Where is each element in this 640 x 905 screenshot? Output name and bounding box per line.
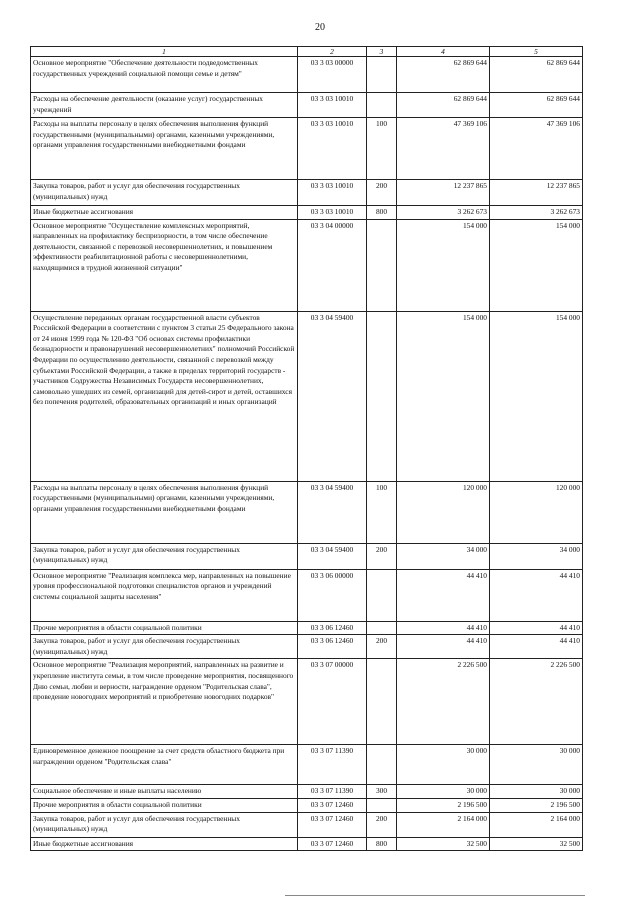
- row-name-cell: Прочие мероприятия в области социальной политики: [31, 621, 298, 635]
- column-header-2: 2: [298, 47, 367, 57]
- row-name-cell: Иные бюджетные ассигнования: [31, 206, 298, 220]
- row-sum-2-cell: 2 164 000: [490, 812, 583, 837]
- row-type-cell: [367, 659, 397, 745]
- table-row: [31, 311, 583, 481]
- row-type-cell: 300: [367, 785, 397, 799]
- budget-table: [30, 46, 583, 851]
- table-row: [31, 837, 583, 851]
- row-sum-2-cell: 12 237 865: [490, 180, 583, 206]
- table-row: [31, 798, 583, 812]
- row-code-cell: 03 3 04 59400: [298, 543, 367, 569]
- row-sum-2-cell: 44 410: [490, 569, 583, 621]
- row-sum-1-cell: 2 164 000: [397, 812, 490, 837]
- row-sum-1-cell: 34 000: [397, 543, 490, 569]
- row-name-cell: Иные бюджетные ассигнования: [31, 837, 298, 851]
- row-sum-1-cell: 12 237 865: [397, 180, 490, 206]
- row-name-cell: Основное мероприятие "Обеспечение деятельности подведомственных государственных учреждений социальной помощи семье и детям": [31, 57, 298, 93]
- row-sum-1-cell: 44 410: [397, 635, 490, 659]
- table-row: [31, 745, 583, 785]
- row-name-cell: Расходы на выплаты персоналу в целях обеспечения выполнения функций государственными (муниципальными) органами, казенными учреждениями, органами управления государственными внебюджетными фондами: [31, 118, 298, 180]
- row-sum-2-cell: 2 226 500: [490, 659, 583, 745]
- row-type-cell: [367, 569, 397, 621]
- table-row: [31, 118, 583, 180]
- row-code-cell: 03 3 07 11390: [298, 745, 367, 785]
- row-code-cell: 03 3 03 10010: [298, 118, 367, 180]
- column-header-1: 1: [31, 47, 298, 57]
- row-sum-1-cell: 154 000: [397, 311, 490, 481]
- row-name-cell: Закупка товаров, работ и услуг для обеспечения государственных (муниципальных) нужд: [31, 543, 298, 569]
- row-name-cell: Основное мероприятие "Реализация мероприятий, направленных на развитие и укрепление института семьи, в том числе проведение мероприятия, посвященного Дню семьи, любви и верности, награждение орденом "Родительская слава", проведение новогодних мероприятий и приобретение новогодних подарков": [31, 659, 298, 745]
- row-type-cell: [367, 745, 397, 785]
- row-code-cell: 03 3 07 11390: [298, 785, 367, 799]
- row-sum-2-cell: 2 196 500: [490, 798, 583, 812]
- row-sum-2-cell: 120 000: [490, 481, 583, 543]
- row-type-cell: [367, 798, 397, 812]
- row-name-cell: Единовременное денежное поощрение за счет средств областного бюджета при награждении орденом "Родительская слава": [31, 745, 298, 785]
- row-type-cell: 200: [367, 812, 397, 837]
- row-type-cell: [367, 219, 397, 311]
- row-sum-1-cell: 62 869 644: [397, 93, 490, 118]
- row-code-cell: 03 3 06 00000: [298, 569, 367, 621]
- row-type-cell: 200: [367, 180, 397, 206]
- row-name-cell: Расходы на выплаты персоналу в целях обеспечения выполнения функций государственными (муниципальными) органами, казенными учреждениями, органами управления государственными внебюджетными фондами: [31, 481, 298, 543]
- row-type-cell: [367, 311, 397, 481]
- row-sum-2-cell: 32 500: [490, 837, 583, 851]
- row-code-cell: 03 3 03 10010: [298, 206, 367, 220]
- table-row: [31, 543, 583, 569]
- row-sum-2-cell: 3 262 673: [490, 206, 583, 220]
- page-number: 20: [315, 22, 325, 33]
- row-code-cell: 03 3 03 00000: [298, 57, 367, 93]
- table-row: [31, 621, 583, 635]
- column-header-5: 5: [490, 47, 583, 57]
- row-sum-1-cell: 154 000: [397, 219, 490, 311]
- table-row: [31, 659, 583, 745]
- row-code-cell: 03 3 07 12460: [298, 798, 367, 812]
- table-row: [31, 785, 583, 799]
- row-name-cell: Закупка товаров, работ и услуг для обеспечения государственных (муниципальных) нужд: [31, 180, 298, 206]
- row-type-cell: 200: [367, 635, 397, 659]
- table-header-row: [31, 47, 583, 57]
- row-sum-2-cell: 62 869 644: [490, 57, 583, 93]
- row-code-cell: 03 3 04 59400: [298, 481, 367, 543]
- row-sum-1-cell: 2 226 500: [397, 659, 490, 745]
- table-row: [31, 180, 583, 206]
- table-row: [31, 569, 583, 621]
- row-sum-2-cell: 34 000: [490, 543, 583, 569]
- table-row: [31, 219, 583, 311]
- row-name-cell: Социальное обеспечение и иные выплаты населению: [31, 785, 298, 799]
- row-type-cell: 800: [367, 837, 397, 851]
- row-code-cell: 03 3 04 00000: [298, 219, 367, 311]
- row-type-cell: [367, 621, 397, 635]
- table-row: [31, 812, 583, 837]
- row-sum-2-cell: 154 000: [490, 219, 583, 311]
- row-name-cell: Прочие мероприятия в области социальной политики: [31, 798, 298, 812]
- row-name-cell: Расходы на обеспечение деятельности (оказание услуг) государственных учреждений: [31, 93, 298, 118]
- row-sum-1-cell: 62 869 644: [397, 57, 490, 93]
- row-sum-2-cell: 30 000: [490, 745, 583, 785]
- table-row: [31, 206, 583, 220]
- row-name-cell: Закупка товаров, работ и услуг для обеспечения государственных (муниципальных) нужд: [31, 635, 298, 659]
- row-name-cell: Закупка товаров, работ и услуг для обеспечения государственных (муниципальных) нужд: [31, 812, 298, 837]
- row-sum-1-cell: 30 000: [397, 785, 490, 799]
- row-sum-2-cell: 44 410: [490, 621, 583, 635]
- row-sum-2-cell: 62 869 644: [490, 93, 583, 118]
- row-sum-1-cell: 32 500: [397, 837, 490, 851]
- table-row: [31, 481, 583, 543]
- table-row: [31, 635, 583, 659]
- row-code-cell: 03 3 06 12460: [298, 621, 367, 635]
- row-type-cell: 100: [367, 481, 397, 543]
- row-name-cell: Основное мероприятие "Реализация комплекса мер, направленных на повышение уровня профессиональной подготовки специалистов органов и учреждений системы социальной защиты населения": [31, 569, 298, 621]
- row-sum-2-cell: 44 410: [490, 635, 583, 659]
- table-row: [31, 93, 583, 118]
- column-header-3: 3: [367, 47, 397, 57]
- row-code-cell: 03 3 04 59400: [298, 311, 367, 481]
- row-code-cell: 03 3 03 10010: [298, 93, 367, 118]
- row-code-cell: 03 3 07 12460: [298, 837, 367, 851]
- row-type-cell: [367, 57, 397, 93]
- row-type-cell: [367, 93, 397, 118]
- row-sum-2-cell: 154 000: [490, 311, 583, 481]
- row-sum-1-cell: 44 410: [397, 621, 490, 635]
- row-name-cell: Основное мероприятие "Осуществление комплексных мероприятий, направленных на профилактику беспризорности, в том числе обеспечение деятельности, связанной с перевозкой несовершеннолетних, и повышением эффективности реабилитационной работы с несовершеннолетними, находящимися в трудной жизненной ситуации": [31, 219, 298, 311]
- table-row: [31, 57, 583, 93]
- row-code-cell: 03 3 07 00000: [298, 659, 367, 745]
- row-sum-1-cell: 47 369 106: [397, 118, 490, 180]
- row-code-cell: 03 3 06 12460: [298, 635, 367, 659]
- row-code-cell: 03 3 03 10010: [298, 180, 367, 206]
- row-type-cell: 200: [367, 543, 397, 569]
- row-type-cell: 100: [367, 118, 397, 180]
- row-name-cell: Осуществление переданных органам государственной власти субъектов Российской Федерации в соответствии с пунктом 3 статьи 25 Федерального закона от 24 июня 1999 года № 120-ФЗ "Об основах системы профилактики безнадзорности и правонарушений несовершеннолетних" полномочий Российской Федерации по осуществлению деятельности, связанной с перевозкой между субъектами Российской Федерации, а также в пределах территорий государств - участников Содружества Независимых Государств несовершеннолетних, самовольно ушедших из семей, организаций для детей-сирот и детей, оставшихся без попечения родителей, образовательных организаций и иных организаций: [31, 311, 298, 481]
- row-sum-1-cell: 30 000: [397, 745, 490, 785]
- row-sum-1-cell: 3 262 673: [397, 206, 490, 220]
- row-sum-2-cell: 47 369 106: [490, 118, 583, 180]
- row-sum-1-cell: 2 196 500: [397, 798, 490, 812]
- row-type-cell: 800: [367, 206, 397, 220]
- footer-rule: [285, 895, 585, 896]
- row-code-cell: 03 3 07 12460: [298, 812, 367, 837]
- column-header-4: 4: [397, 47, 490, 57]
- row-sum-2-cell: 30 000: [490, 785, 583, 799]
- row-sum-1-cell: 44 410: [397, 569, 490, 621]
- row-sum-1-cell: 120 000: [397, 481, 490, 543]
